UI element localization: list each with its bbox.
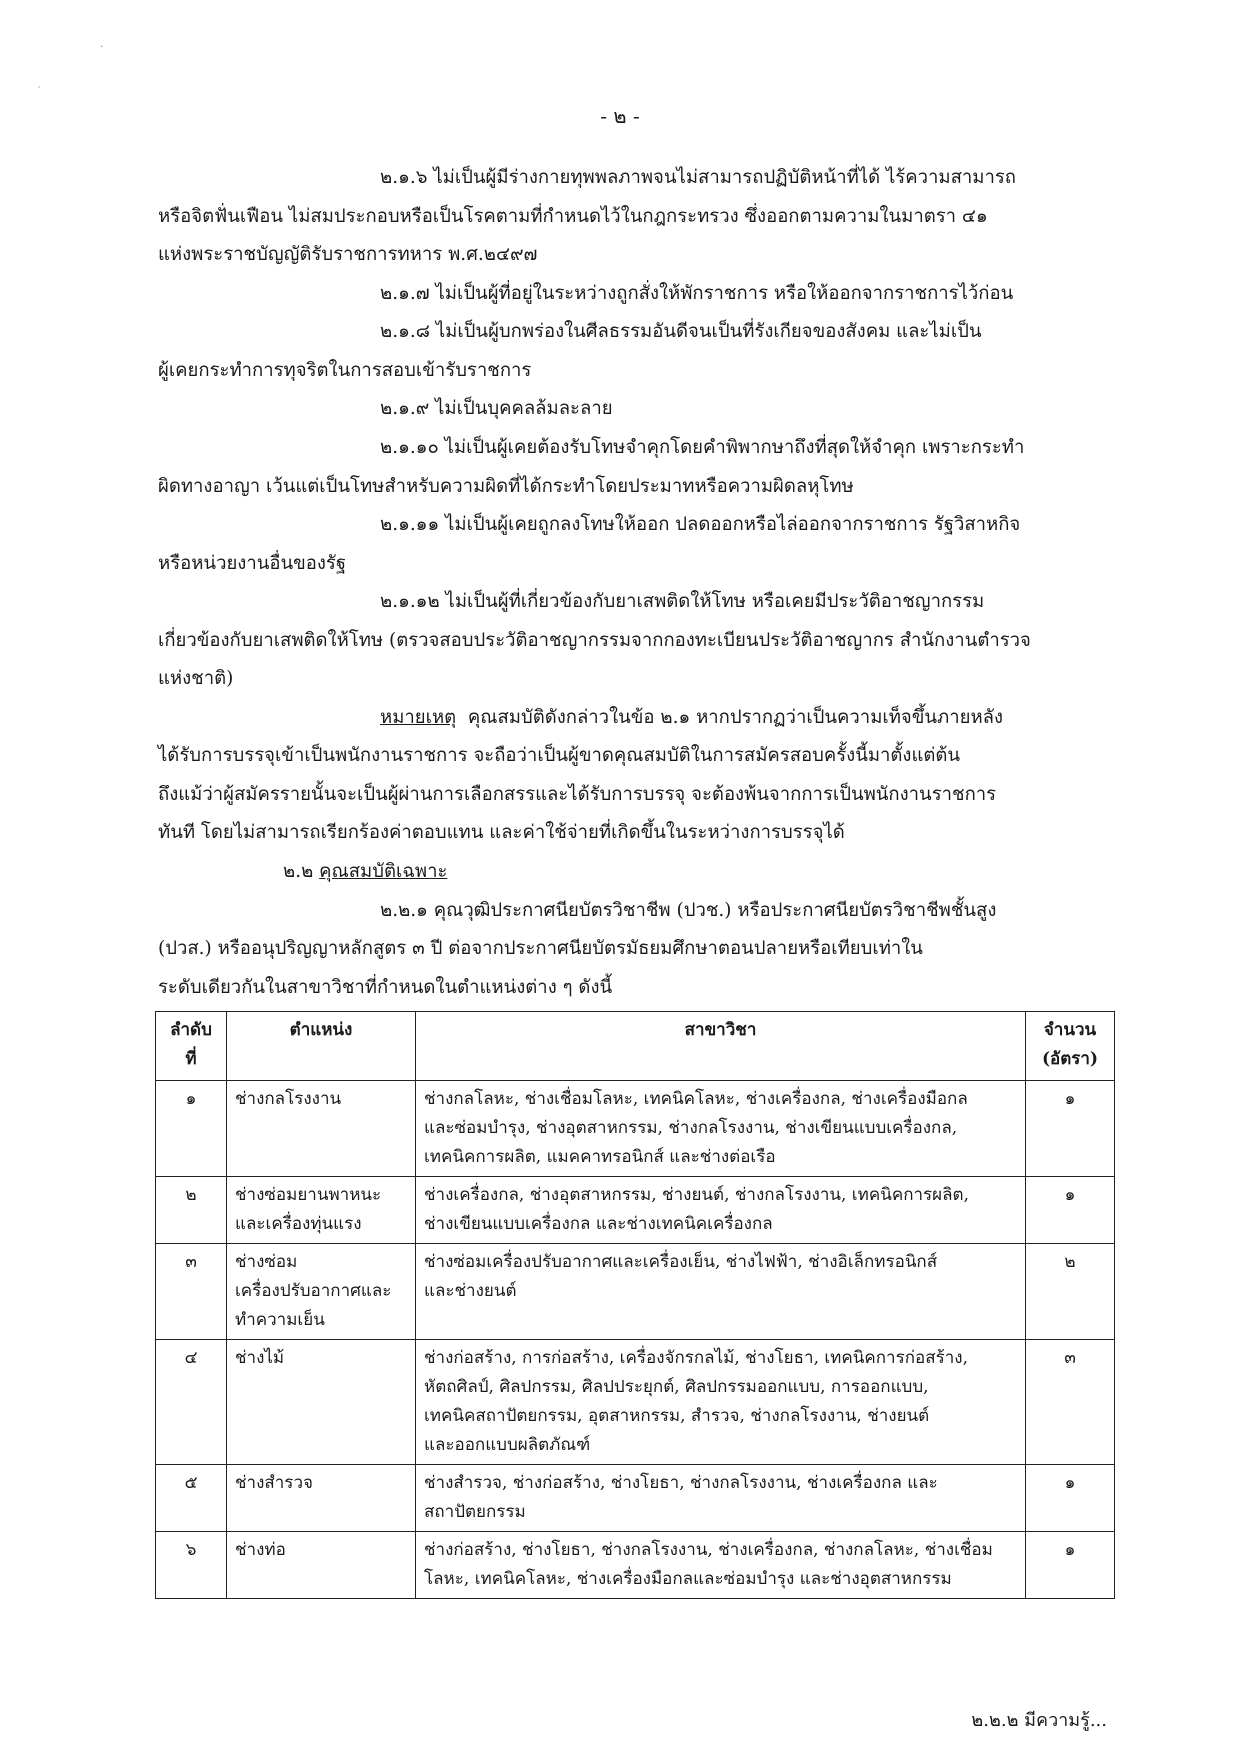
header-position: ตำแหน่ง (227, 1012, 416, 1081)
clause-2-1-9: ๒.๑.๙ ไม่เป็นบุคคลล้มละลาย (380, 398, 613, 419)
row-count: ๓ (1026, 1340, 1115, 1465)
position-line: ช่างกลโรงงาน (235, 1089, 342, 1109)
row-number: ๕ (156, 1465, 227, 1532)
field-line: เทคนิคการผลิต, แมคคาทรอนิกส์ และช่างต่อเรือ (424, 1147, 776, 1167)
table-row (156, 1081, 1115, 1177)
position-line: ช่างซ่อม (235, 1252, 298, 1272)
field-line: ช่างสำรวจ, ช่างก่อสร้าง, ช่างโยธา, ช่างกลโรงงาน, ช่างเครื่องกล และ (424, 1473, 938, 1493)
position-line: ช่างท่อ (235, 1540, 286, 1560)
note-line: ได้รับการบรรจุเข้าเป็นพนักงานราชการ จะถือว่าเป็นผู้ขาดคุณสมบัติในการสมัครสอบครั้งนี้มาตั้งแต่ต้น (158, 745, 961, 766)
row-position (227, 1177, 416, 1244)
field-line: หัตถศิลป์, ศิลปกรรม, ศิลปประยุกต์, ศิลปกรรมออกแบบ, การออกแบบ, (424, 1377, 929, 1397)
header-order (156, 1012, 227, 1081)
clause-2-2-1-line: (ปวส.) หรืออนุปริญญาหลักสูตร ๓ ปี ต่อจากประกาศนียบัตรมัธยมศึกษาตอนปลายหรือเทียบเท่าใน (158, 938, 923, 959)
header-field: สาขาวิชา (416, 1012, 1026, 1081)
position-line: เครื่องปรับอากาศและ (235, 1281, 392, 1301)
note-label: หมายเหตุ (380, 707, 457, 728)
clause-2-1-6-line: ๒.๑.๖ ไม่เป็นผู้มีร่างกายทุพพลภาพจนไม่สามารถปฏิบัติหน้าที่ได้ ไร้ความสามารถ (380, 167, 1016, 188)
table-header-row (156, 1012, 1115, 1081)
field-line: ช่างกลโลหะ, ช่างเชื่อมโลหะ, เทคนิคโลหะ, ช่างเครื่องกล, ช่างเครื่องมือกล (424, 1089, 968, 1109)
row-field (416, 1244, 1026, 1340)
clause-2-2-1-line: ๒.๒.๑ คุณวุฒิประกาศนียบัตรวิชาชีพ (ปวช.) หรือประกาศนียบัตรวิชาชีพชั้นสูง (380, 900, 997, 921)
clause-2-1-11-line: ๒.๑.๑๑ ไม่เป็นผู้เคยถูกลงโทษให้ออก ปลดออกหรือไล่ออกจากราชการ รัฐวิสาหกิจ (380, 514, 1021, 535)
row-position (227, 1340, 416, 1465)
row-count: ๑ (1026, 1532, 1115, 1599)
clause-2-1-6-line: แห่งพระราชบัญญัติรับราชการทหาร พ.ศ.๒๔๙๗ (158, 244, 538, 265)
header-order-line: ที่ (185, 1049, 197, 1069)
clause-2-1-12-line: เกี่ยวข้องกับยาเสพติดให้โทษ (ตรวจสอบประวัติอาชญากรรมจากกองทะเบียนประวัติอาชญากร สำนักงานตำรวจ (158, 630, 1031, 651)
row-field (416, 1340, 1026, 1465)
continuation-footer: ๒.๒.๒ มีความรู้... (971, 1710, 1107, 1731)
note-line: ทันที โดยไม่สามารถเรียกร้องค่าตอบแทน และค่าใช้จ่ายที่เกิดขึ้นในระหว่างการบรรจุได้ (158, 822, 845, 843)
row-position (227, 1081, 416, 1177)
table-row (156, 1532, 1115, 1599)
position-line: ทำความเย็น (235, 1310, 325, 1330)
page-number: - ๒ - (600, 104, 640, 128)
section-title: คุณสมบัติเฉพาะ (319, 861, 448, 882)
row-field (416, 1081, 1026, 1177)
clause-2-1-8-line: ผู้เคยกระทำการทุจริตในการสอบเข้ารับราชการ (158, 360, 532, 381)
note-line: ถึงแม้ว่าผู้สมัครรายนั้นจะเป็นผู้ผ่านการเลือกสรรและได้รับการบรรจุ จะต้องพ้นจากการเป็นพนักงานราชการ (158, 784, 997, 805)
field-line: และซ่อมบำรุง, ช่างอุตสาหกรรม, ช่างกลโรงงาน, ช่างเขียนแบบเครื่องกล, (424, 1118, 958, 1138)
row-number: ๔ (156, 1340, 227, 1465)
header-order-line: ลำดับ (170, 1020, 212, 1040)
row-number: ๑ (156, 1081, 227, 1177)
clause-2-1-12-line: ๒.๑.๑๒ ไม่เป็นผู้ที่เกี่ยวข้องกับยาเสพติดให้โทษ หรือเคยมีประวัติอาชญากรรม (380, 591, 985, 612)
field-line: ช่างเขียนแบบเครื่องกล และช่างเทคนิคเครื่องกล (424, 1214, 773, 1234)
header-count (1026, 1012, 1115, 1081)
table-row (156, 1177, 1115, 1244)
table-row (156, 1244, 1115, 1340)
position-line: ช่างสำรวจ (235, 1473, 313, 1493)
field-line: สถาปัตยกรรม (424, 1502, 526, 1522)
position-line: และเครื่องทุ่นแรง (235, 1214, 362, 1234)
row-number: ๒ (156, 1177, 227, 1244)
row-position (227, 1532, 416, 1599)
clause-2-1-10-line: ๒.๑.๑๐ ไม่เป็นผู้เคยต้องรับโทษจำคุกโดยคำพิพากษาถึงที่สุดให้จำคุก เพราะกระทำ (380, 437, 1025, 458)
clause-2-1-12-line: แห่งชาติ) (158, 668, 234, 689)
row-count: ๑ (1026, 1465, 1115, 1532)
row-position (227, 1244, 416, 1340)
row-field (416, 1177, 1026, 1244)
note-line (380, 703, 1003, 732)
clause-2-1-7: ๒.๑.๗ ไม่เป็นผู้ที่อยู่ในระหว่างถูกสั่งให้พักราชการ หรือให้ออกจากราชการไว้ก่อน (380, 283, 1014, 304)
position-line: ช่างซ่อมยานพาหนะ (235, 1185, 382, 1205)
table-row (156, 1340, 1115, 1465)
row-field (416, 1465, 1026, 1532)
field-line: เทคนิคสถาปัตยกรรม, อุตสาหกรรม, สำรวจ, ช่างกลโรงงาน, ช่างยนต์ (424, 1406, 930, 1426)
row-number: ๓ (156, 1244, 227, 1340)
header-count-line: จำนวน (1043, 1020, 1097, 1040)
field-line: และออกแบบผลิตภัณฑ์ (424, 1435, 591, 1455)
clause-2-1-8-line: ๒.๑.๘ ไม่เป็นผู้บกพร่องในศีลธรรมอันดีจนเป็นที่รังเกียจของสังคม และไม่เป็น (380, 321, 982, 342)
field-line: ช่างก่อสร้าง, การก่อสร้าง, เครื่องจักรกลไม้, ช่างโยธา, เทคนิคการก่อสร้าง, (424, 1348, 968, 1368)
clause-2-1-6-line: หรือจิตฟั่นเฟือน ไม่สมประกอบหรือเป็นโรคตามที่กำหนดไว้ในกฎกระทรวง ซึ่งออกตามความในมาตรา ๔๑ (158, 206, 988, 227)
scan-speck: ′ (38, 86, 41, 97)
clause-2-1-11-line: หรือหน่วยงานอื่นของรัฐ (158, 553, 347, 574)
field-line: ช่างเครื่องกล, ช่างอุตสาหกรรม, ช่างยนต์, ช่างกลโรงงาน, เทคนิคการผลิต, (424, 1185, 969, 1205)
row-position (227, 1465, 416, 1532)
row-field (416, 1532, 1026, 1599)
row-count: ๑ (1026, 1177, 1115, 1244)
clause-2-2-1-line: ระดับเดียวกันในสาขาวิชาที่กำหนดในตำแหน่งต่าง ๆ ดังนี้ (158, 977, 613, 998)
field-line: และช่างยนต์ (424, 1281, 517, 1301)
positions-table (155, 1011, 1115, 1599)
field-line: ช่างก่อสร้าง, ช่างโยธา, ช่างกลโรงงาน, ช่างเครื่องกล, ช่างกลโลหะ, ช่างเชื่อม (424, 1540, 993, 1560)
field-line: ช่างซ่อมเครื่องปรับอากาศและเครื่องเย็น, ช่างไฟฟ้า, ช่างอิเล็กทรอนิกส์ (424, 1252, 938, 1272)
section-2-2-heading (283, 857, 447, 886)
position-line: ช่างไม้ (235, 1348, 285, 1368)
table-body (156, 1081, 1115, 1599)
header-count-line: (อัตรา) (1041, 1049, 1098, 1069)
row-count: ๒ (1026, 1244, 1115, 1340)
table-row (156, 1465, 1115, 1532)
row-count: ๑ (1026, 1081, 1115, 1177)
row-number: ๖ (156, 1532, 227, 1599)
clause-2-1-10-line: ผิดทางอาญา เว้นแต่เป็นโทษสำหรับความผิดที่ได้กระทำโดยประมาทหรือความผิดลหุโทษ (158, 476, 854, 497)
section-number: ๒.๒ (283, 861, 314, 882)
scan-speck: · (100, 42, 104, 53)
note-text: คุณสมบัติดังกล่าวในข้อ ๒.๑ หากปรากฏว่าเป็นความเท็จขึ้นภายหลัง (467, 707, 1004, 728)
field-line: โลหะ, เทคนิคโลหะ, ช่างเครื่องมือกลและซ่อมบำรุง และช่างอุตสาหกรรม (424, 1569, 952, 1589)
